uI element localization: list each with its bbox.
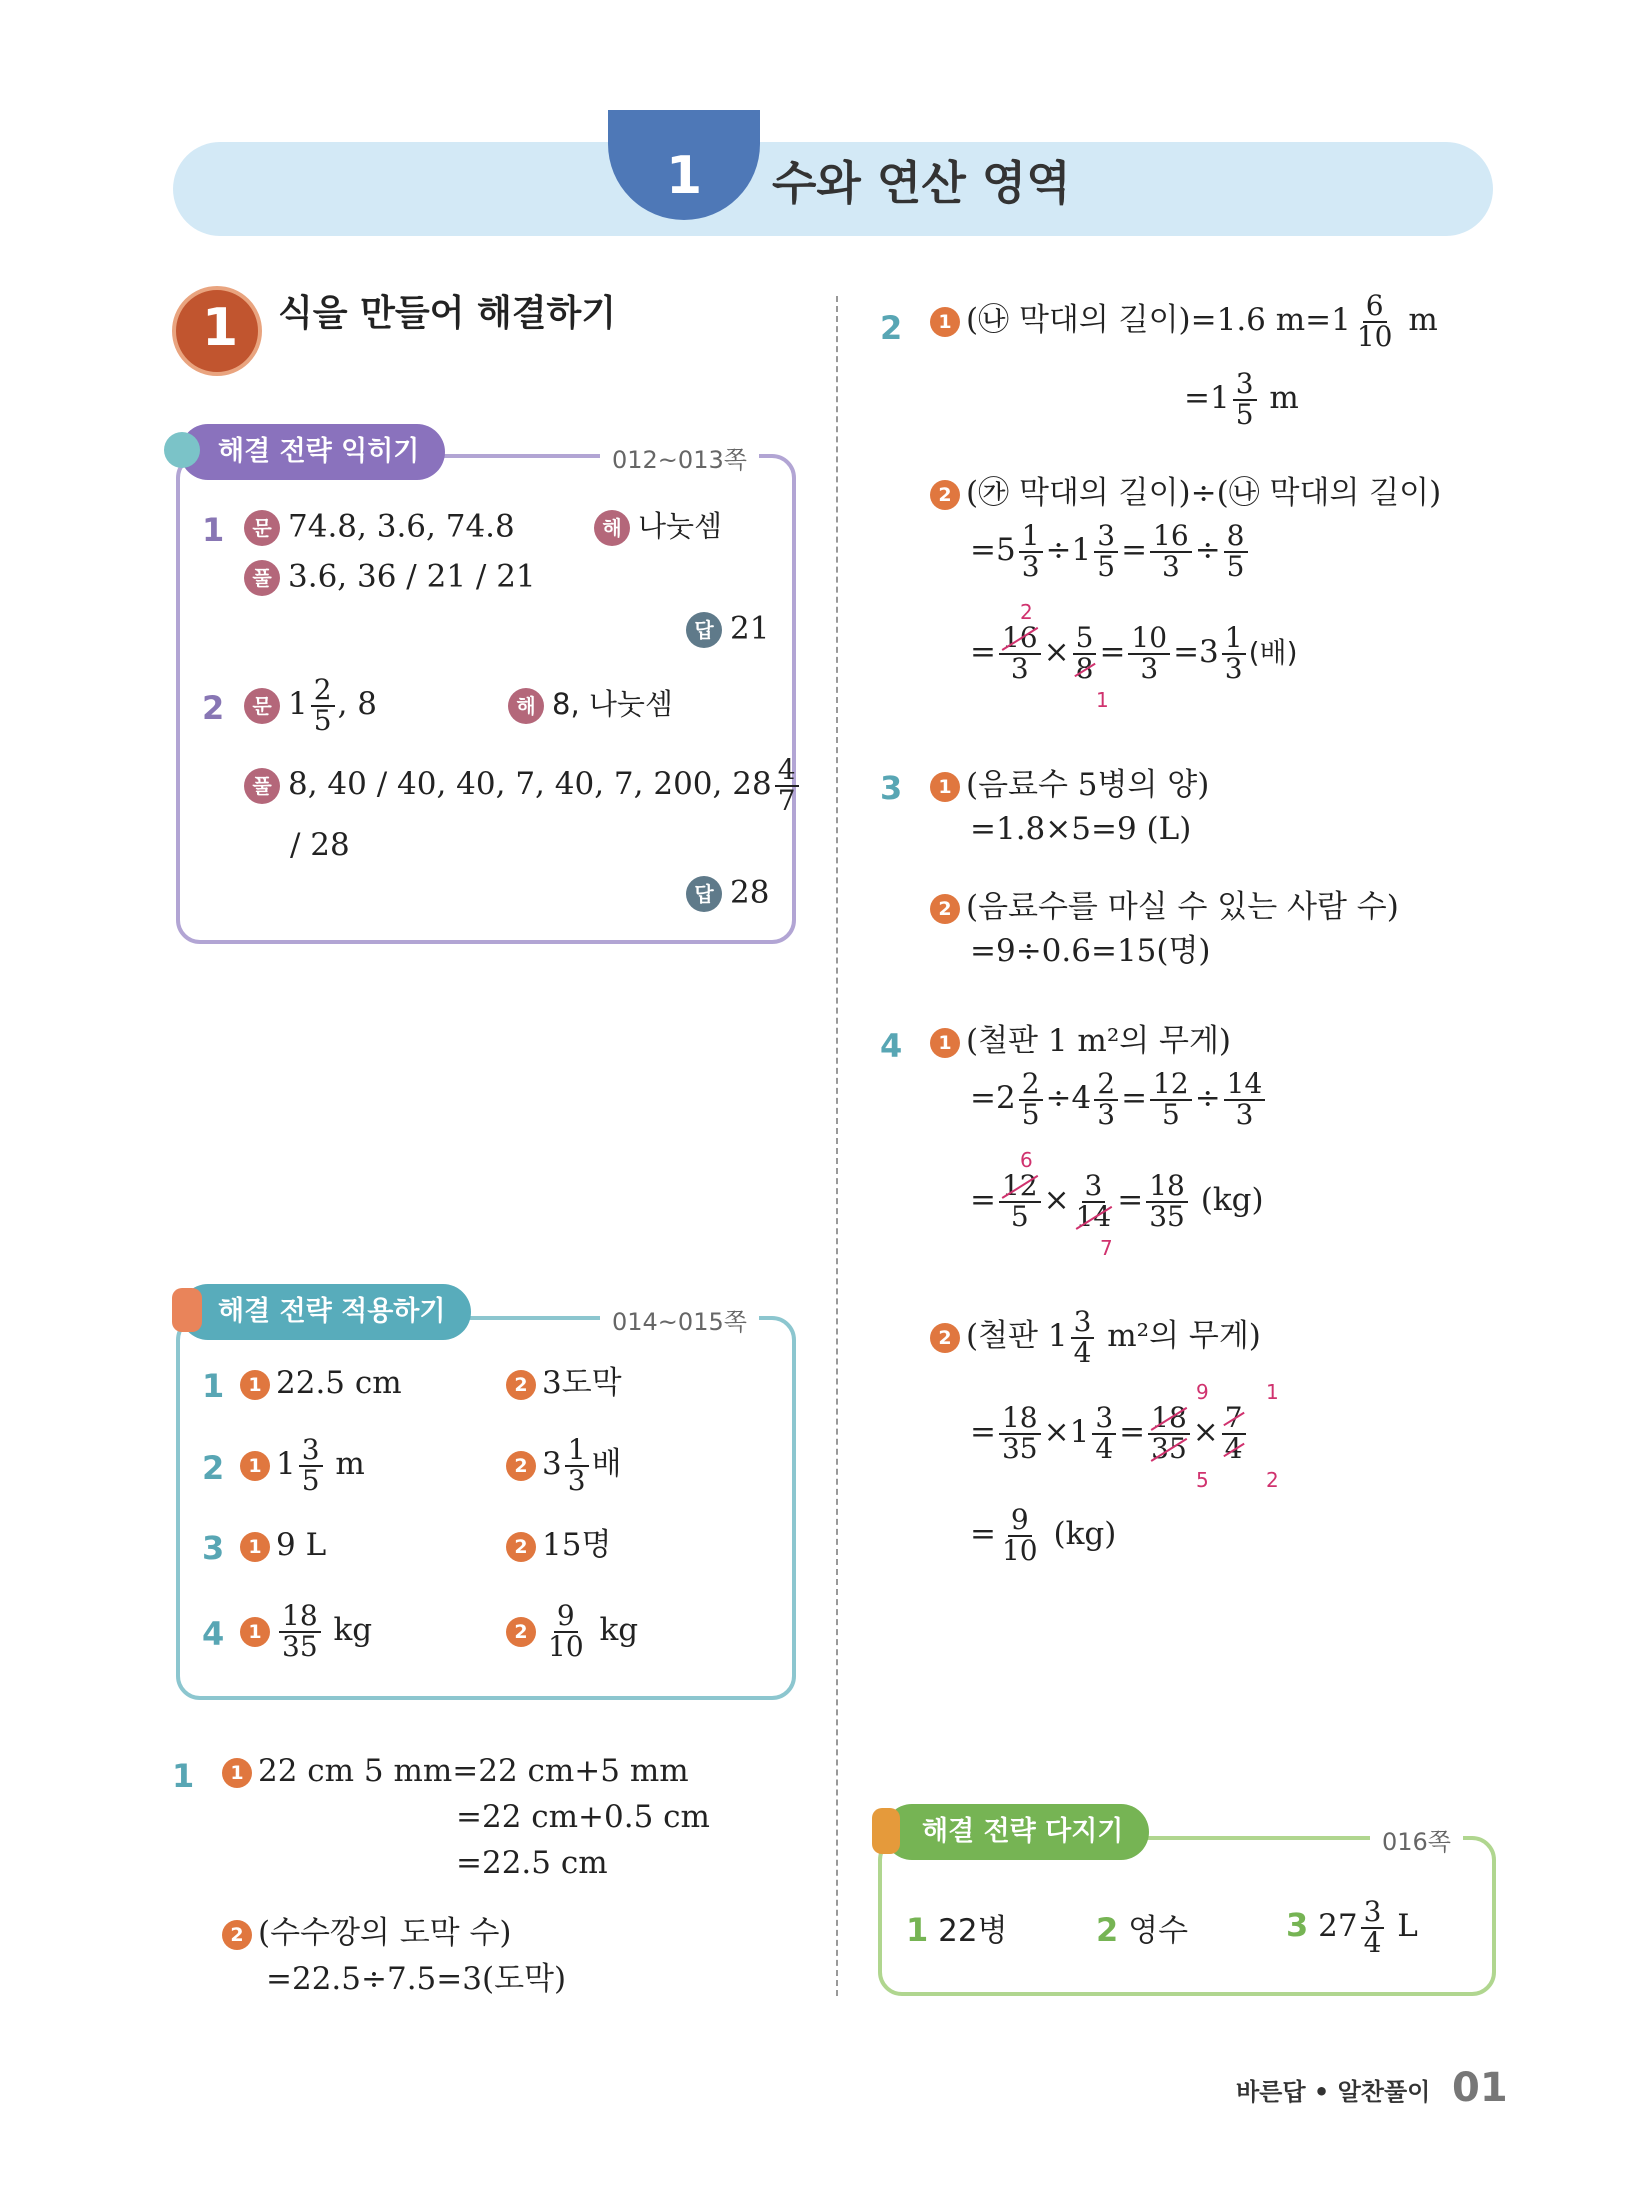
sol3-line4: =9÷0.6=15(명) [970,933,1211,969]
eq-part: = [970,1414,996,1451]
eq-part: ÷4 [1045,1080,1092,1117]
r3-b-value: 15명 [542,1527,612,1563]
sol4-line1-text: (철판 1 m²의 무게) [966,1023,1232,1059]
denominator [1148,1431,1190,1465]
q1-answer-value: 21 [730,610,770,647]
numerator: 9 [554,1602,578,1633]
fraction [1071,1305,1095,1369]
denominator: 5 [1021,1097,1040,1131]
eq-part: =2 [970,1080,1016,1117]
cancel-mark: 6 [1020,1148,1033,1172]
fraction [1092,1401,1116,1465]
answer-value: 영수 [1128,1913,1189,1949]
row-number: 4 [202,1615,225,1653]
eq-part: = [1099,634,1126,671]
numerator: 5 [1073,624,1097,655]
q2-answer [686,876,769,912]
whole: 1 [276,1446,296,1483]
question-number: 1 [202,511,225,549]
numerator: 14 [1224,1070,1266,1101]
denominator: 4 [1363,1925,1382,1959]
fraction [1128,621,1170,685]
column-divider [836,296,838,1996]
fraction [999,1401,1041,1465]
sol2-line2 [1184,367,1299,431]
q2-work-cont: / 28 [290,827,350,863]
cancelled-value: 16 [1001,621,1038,654]
sol1-line3: =22.5 cm [456,1845,608,1881]
solution-number: 2 [880,309,903,347]
r3-b [506,1527,612,1563]
mascot-icon [872,1808,900,1854]
fraction [1150,1067,1192,1131]
sol3-line2: =1.8×5=9 (L) [970,811,1192,847]
circle-two: 2 [506,1370,536,1400]
denominator: 3 [1097,1097,1116,1131]
circle-one: 1 [222,1758,252,1788]
circle-one: 1 [930,1028,960,1058]
numerator: 9 [1008,1506,1032,1537]
circle-two: 2 [506,1532,536,1562]
solution-number: 4 [880,1027,903,1065]
page-range: 016쪽 [1370,1822,1463,1857]
eq-part: = [970,634,996,671]
sol4-line2 [930,1305,1261,1369]
row-number: 1 [202,1367,225,1405]
numerator: 18 [999,1404,1041,1435]
sol3-line1 [930,767,1210,803]
r1-a [240,1365,402,1401]
sol3-line1-text: (음료수 5병의 양) [966,767,1210,803]
master-answer-3 [1286,1895,1418,1959]
q1-problem-value: 74.8, 3.6, 74.8 [288,508,515,545]
denominator: 5 [1226,549,1245,583]
sol2-line1-text: (㉯ 막대의 길이)=1.6 m=1 [966,302,1351,339]
unit: kg [599,1612,639,1649]
mascot-icon [172,1288,202,1332]
sol4-eq4 [970,1503,1117,1567]
denominator: 3 [1224,651,1243,685]
numerator [999,1169,1041,1203]
page-range: 014~015쪽 [600,1302,759,1337]
sol2-line3-text: (㉮ 막대의 길이)÷(㉯ 막대의 길이) [966,475,1442,511]
unit: m [335,1446,365,1483]
header-number: 1 [666,146,703,206]
sol2-line2-text: =1 [1184,380,1230,417]
header-title: 수와 연산 영역 [772,156,1071,210]
circle-two: 2 [222,1920,252,1950]
numerator: 3 [1233,370,1257,401]
solve-badge: 해 [508,688,544,724]
numerator: 2 [1094,1070,1118,1101]
numerator: 3 [299,1436,323,1467]
work-badge: 풀 [244,768,280,804]
sol4-line1 [930,1023,1232,1059]
numerator [999,621,1041,655]
r4-a [240,1599,373,1663]
unit: m [1408,302,1438,339]
fraction [999,621,1041,685]
eq-part: ÷ [1194,532,1221,569]
numerator [1222,1401,1246,1435]
fraction [1148,1401,1190,1465]
cancel-mark: 2 [1266,1468,1279,1492]
fraction [1361,1895,1385,1959]
numerator: 6 [1363,292,1387,323]
answer-badge: 답 [686,876,722,912]
denominator [1073,651,1097,685]
fraction [1354,289,1396,353]
denominator: 3 [1140,651,1159,685]
numerator: 16 [1150,522,1192,553]
page-number: 01 [1452,2065,1508,2111]
denominator: 3 [1021,549,1040,583]
section-title: 식을 만들어 해결하기 [278,293,617,334]
circle-two: 2 [506,1617,536,1647]
q2-answer-value: 28 [730,874,770,911]
denominator: 10 [548,1629,584,1663]
denominator: 35 [1149,1199,1185,1233]
denominator [1222,1431,1246,1465]
sol1-line1-text: 22 cm 5 mm=22 cm+5 mm [258,1753,689,1789]
cancel-mark: 2 [1020,600,1033,624]
r1-b-value: 3도막 [542,1365,622,1401]
r2-b [506,1433,622,1497]
sol2-line1 [930,289,1438,353]
denominator: 5 [1161,1097,1180,1131]
solution-number: 3 [880,769,903,807]
fraction [999,1503,1041,1567]
solution-number: 1 [172,1757,195,1795]
denominator: 5 [301,1463,320,1497]
cancel-mark: 9 [1196,1380,1209,1404]
numerator: 12 [1150,1070,1192,1101]
q2-solve-value: 8, 나눗셈 [552,687,673,721]
numerator: 3 [1361,1898,1385,1929]
answer-badge: 답 [686,612,722,648]
fraction [1019,1067,1043,1131]
eq-part: = [1121,532,1148,569]
eq-part: = [1117,1182,1144,1219]
circle-two: 2 [930,1323,960,1353]
numerator: 3 [1094,522,1118,553]
denominator: 5 [1235,397,1254,431]
sol2-eq1 [970,519,1251,583]
denominator: 5 [313,703,332,737]
circle-two: 2 [930,480,960,510]
fraction [1222,621,1246,685]
fraction [1146,1169,1188,1233]
cancelled-value: 14 [1075,1199,1112,1233]
unit: (kg) [1200,1182,1264,1219]
cancelled-value: 8 [1075,651,1094,685]
eq-part: =5 [970,532,1016,569]
sol3-line3-text: (음료수를 마실 수 있는 사람 수) [966,889,1399,925]
answer-value: 22병 [938,1913,1008,1949]
denominator: 3 [1161,549,1180,583]
denominator: 10 [1356,319,1393,353]
cancelled-value: 35 [1151,1431,1187,1465]
sol4-eq2 [970,1169,1264,1233]
fraction [775,753,799,817]
unit: (kg) [1053,1516,1117,1553]
denominator: 4 [1073,1335,1092,1369]
q1-answer [686,612,769,648]
sol1-line1 [222,1753,689,1789]
numerator: 2 [1019,1070,1043,1101]
numerator: 4 [775,756,799,787]
fraction [1094,519,1118,583]
whole: 27 [1318,1908,1358,1945]
r2-a [240,1433,365,1497]
numerator: 1 [1222,624,1246,655]
fraction [1233,367,1257,431]
eq-part: × [1043,634,1070,671]
q1-work-value: 3.6, 36 / 21 / 21 [288,558,536,595]
r3-a [240,1527,327,1563]
footer-text: 바른답 • 알찬풀이 [1236,2078,1431,2106]
eq-part: = [1119,1414,1146,1451]
sol1-line5: =22.5÷7.5=3(도막) [266,1961,567,1997]
eq-part: × [1043,1182,1070,1219]
fraction [1150,519,1192,583]
fraction [545,1599,587,1663]
q2-solve [508,688,673,724]
eq-part: ÷1 [1045,532,1092,569]
eq-part: × [1192,1414,1219,1451]
numerator: 3 [1082,1172,1106,1203]
numerator: 18 [279,1602,321,1633]
r4-b [506,1599,639,1663]
answer-number: 3 [1286,1906,1309,1945]
fraction [299,1433,323,1497]
cancelled-value: 7 [1224,1401,1243,1434]
denominator: 10 [1001,1533,1038,1567]
denominator [1073,1199,1115,1233]
numerator: 8 [1224,522,1248,553]
circle-one: 1 [240,1451,270,1481]
denominator: 5 [1010,1199,1029,1233]
sol4-line2-text: m²의 무게) [1107,1318,1261,1355]
numerator: 2 [311,676,335,707]
strategy-master-label: 해결 전략 다지기 [884,1804,1149,1860]
circle-one: 1 [240,1532,270,1562]
r3-a-value: 9 L [276,1527,327,1563]
fraction [1073,621,1097,685]
whole: 3 [542,1446,562,1483]
strategy-apply-label: 해결 전략 적용하기 [180,1284,471,1340]
q2-work [244,753,802,817]
circle-two: 2 [506,1451,536,1481]
unit: L [1397,1908,1418,1945]
r1-b [506,1365,622,1401]
problem-badge: 문 [244,510,280,546]
circle-one: 1 [240,1617,270,1647]
solve-badge: 해 [594,510,630,546]
eq-part: (배) [1248,636,1298,670]
cancel-mark: 7 [1100,1236,1113,1260]
sol2-eq2 [970,621,1298,685]
eq-part: = [970,1182,996,1219]
fraction [1073,1169,1115,1233]
circle-one: 1 [930,772,960,802]
sol1-line2: =22 cm+0.5 cm [456,1799,710,1835]
q2-problem [244,673,377,737]
numerator: 1 [565,1436,589,1467]
q2-work-value: 8, 40 / 40, 40, 7, 40, 7, 200, 28 [288,766,772,803]
sol4-eq3 [970,1401,1249,1465]
numerator [1148,1401,1190,1435]
page-range: 012~013쪽 [600,440,759,475]
numerator: 3 [1092,1404,1116,1435]
denominator: 7 [777,783,796,817]
sol4-line2-text: (철판 1 [966,1318,1068,1355]
r1-a-value: 22.5 cm [276,1365,402,1401]
q1-work [244,560,536,596]
row-number: 2 [202,1449,225,1487]
question-number: 2 [202,689,225,727]
sol1-line4 [222,1915,512,1951]
sol4-eq1 [970,1067,1268,1131]
denominator: 5 [1097,549,1116,583]
circle-one: 1 [240,1370,270,1400]
whole: 1 [288,686,308,723]
unit: m [1269,380,1299,417]
eq-part: ×1 [1043,1414,1090,1451]
answer-number: 1 [906,1911,929,1949]
denominator: 3 [567,1463,586,1497]
eq-part: =3 [1173,634,1219,671]
fraction [279,1599,321,1663]
circle-one: 1 [930,307,960,337]
work-badge: 풀 [244,560,280,596]
cancelled-value: 18 [1151,1401,1187,1434]
eq-part: = [970,1516,996,1553]
numerator: 3 [1071,1308,1095,1339]
sol1-line4-text: (수수깡의 도막 수) [258,1915,512,1951]
cancelled-value: 12 [1001,1169,1038,1202]
denominator: 4 [1095,1431,1114,1465]
denominator: 3 [1235,1097,1254,1131]
unit: 배 [591,1446,622,1483]
eq-part: = [1121,1080,1148,1117]
numerator: 18 [1146,1172,1188,1203]
fraction [565,1433,589,1497]
fraction [1224,1067,1266,1131]
fraction [1019,519,1043,583]
cancel-mark: 1 [1266,1380,1279,1404]
denominator: 35 [282,1629,318,1663]
circle-two: 2 [930,894,960,924]
fraction [311,673,335,737]
fraction [1224,519,1248,583]
strategy-learn-label: 해결 전략 익히기 [180,424,445,480]
denominator: 3 [1010,651,1029,685]
q2-problem-rest: , 8 [337,686,377,723]
mascot-icon [164,432,200,468]
denominator: 35 [1001,1431,1038,1465]
cancel-mark: 1 [1096,688,1109,712]
numerator: 1 [1019,522,1043,553]
problem-badge: 문 [244,688,280,724]
fraction [1094,1067,1118,1131]
q1-solve [594,510,722,546]
answer-number: 2 [1096,1911,1119,1949]
eq-part: ÷ [1194,1080,1221,1117]
numerator: 10 [1128,624,1170,655]
q1-problem [244,510,515,546]
sol3-line3 [930,889,1399,925]
fraction [1222,1401,1246,1465]
master-answer-1 [906,1911,1008,1949]
sol2-line3 [930,475,1442,511]
section-number: 1 [202,298,239,358]
cancel-mark: 5 [1196,1468,1209,1492]
cancelled-value: 4 [1224,1431,1243,1465]
fraction [999,1169,1041,1233]
unit: kg [333,1612,373,1649]
row-number: 3 [202,1529,225,1567]
q1-solve-value: 나눗셈 [638,509,723,543]
master-answer-2 [1096,1911,1189,1949]
